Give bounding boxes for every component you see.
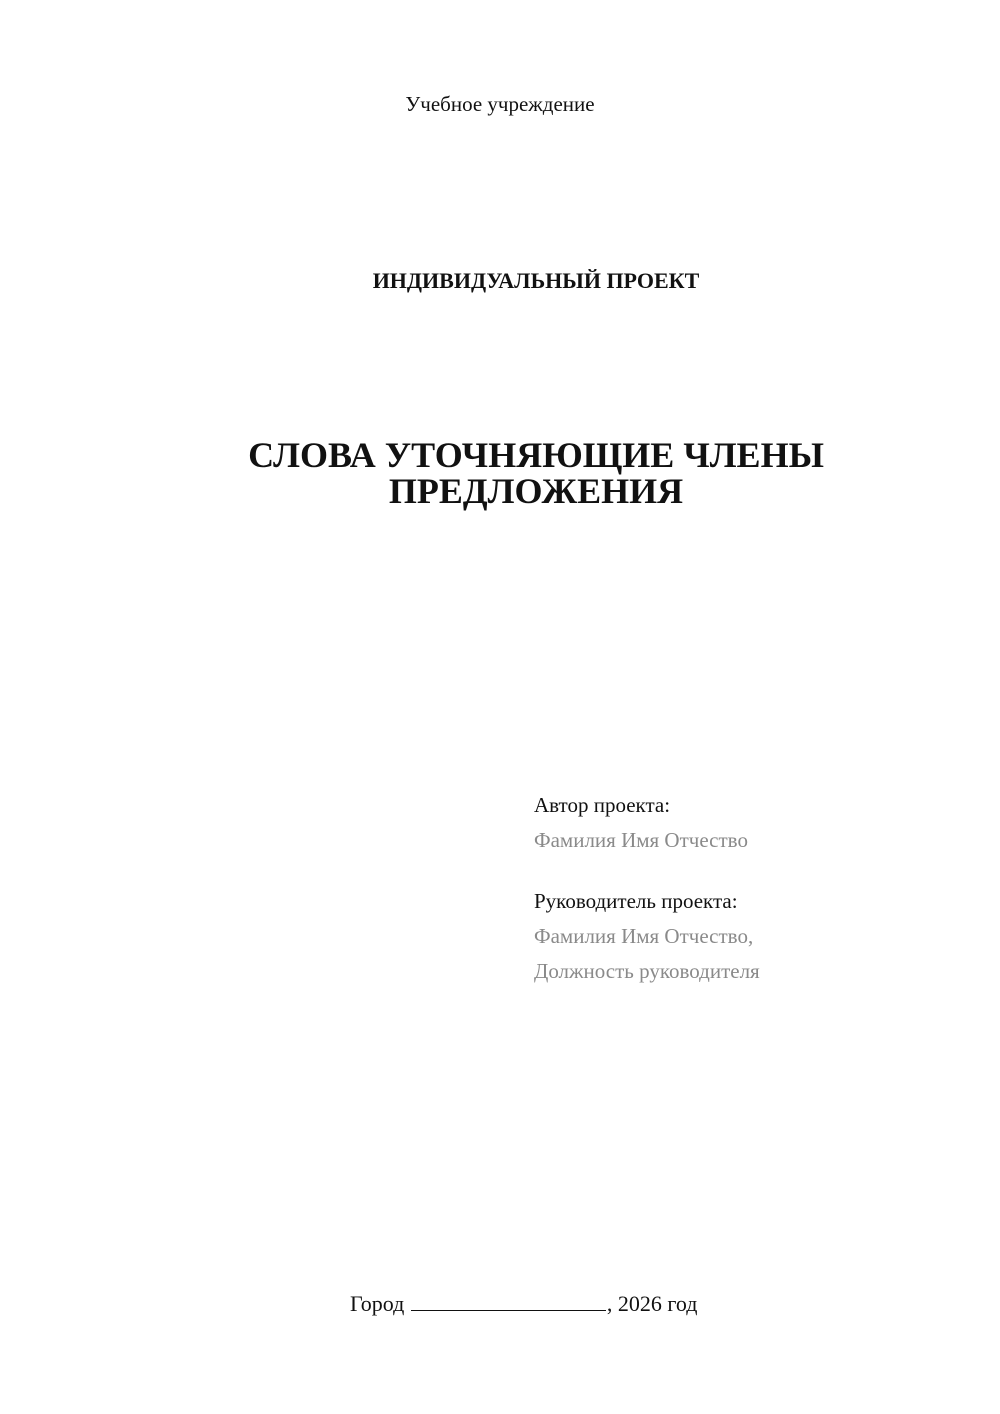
project-type: ИНДИВИДУАЛЬНЫЙ ПРОЕКТ <box>372 268 700 293</box>
year-text: , 2026 год <box>606 1291 698 1316</box>
author-name: Фамилия Имя Отчество <box>534 828 748 852</box>
city-year-line <box>350 1290 697 1317</box>
city-blank <box>411 1290 606 1311</box>
document-title-line-1: СЛОВА УТОЧНЯЮЩИЕ ЧЛЕНЫ <box>248 435 824 475</box>
spacer <box>534 858 974 884</box>
institution-name: Учебное учреждение <box>405 92 595 116</box>
city-label: Город <box>350 1291 405 1316</box>
supervisor-label: Руководитель проекта: <box>534 889 738 913</box>
document-title <box>72 437 1000 509</box>
supervisor-position: Должность руководителя <box>534 959 760 983</box>
project-info <box>534 788 974 989</box>
supervisor-name: Фамилия Имя Отчество, <box>534 924 754 948</box>
author-label: Автор проекта: <box>534 793 671 817</box>
document-title-line-2: ПРЕДЛОЖЕНИЯ <box>388 471 684 511</box>
